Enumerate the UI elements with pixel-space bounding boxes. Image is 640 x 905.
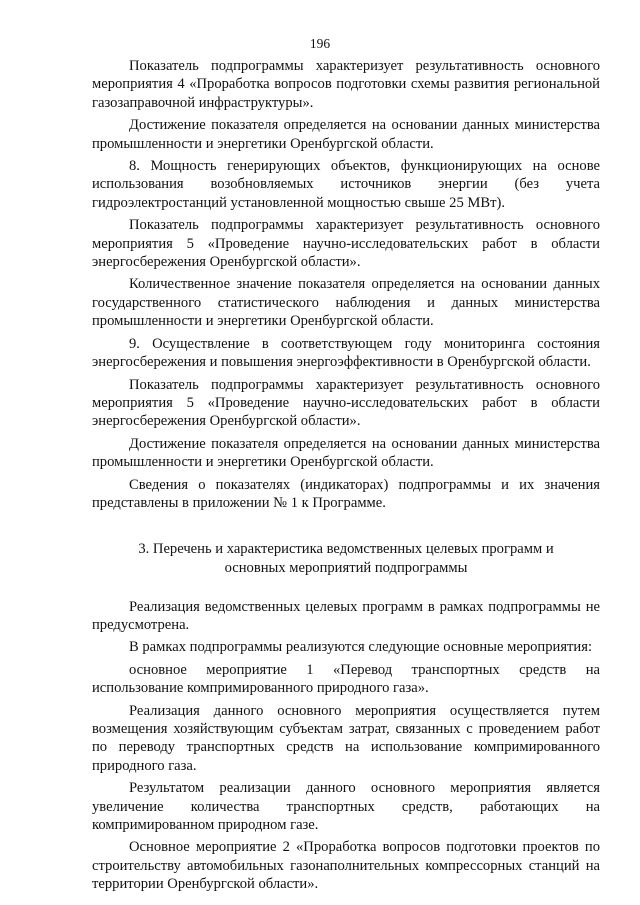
paragraph: Количественное значение показателя определяется на основании данных государственного статистического наблюдения и данных министерства промышленности и энергетики Оренбургской области. xyxy=(92,276,600,330)
paragraph: Сведения о показателях (индикаторах) подпрограммы и их значения представлены в приложении № 1 к Программе. xyxy=(92,476,600,511)
paragraph: Реализация ведомственных целевых программ в рамках подпрограммы не предусмотрена. xyxy=(92,598,600,633)
paragraph: Показатель подпрограммы характеризует результативность основного мероприятия 5 «Проведение научно-исследовательских работ в области энергосбережения Оренбургской области». xyxy=(92,217,600,271)
document-body xyxy=(92,57,600,894)
section-heading-line: основных мероприятий подпрограммы xyxy=(224,559,468,576)
paragraph: Показатель подпрограммы характеризует результативность основного мероприятия 4 «Проработка вопросов подготовки схемы развития региональной газозаправочной инфраструктуры». xyxy=(92,58,600,111)
paragraph: 8. Мощность генерирующих объектов, функционирующих на основе использования возобновляемых источников энергии (без учета гидроэлектростанций установленной мощностью свыше 25 МВт). xyxy=(92,158,600,211)
paragraph: Показатель подпрограммы характеризует результативность основного мероприятия 5 «Проведение научно-исследовательских работ в области энергосбережения Оренбургской области». xyxy=(92,376,600,430)
paragraph: Основное мероприятие 2 «Проработка вопросов подготовки проектов по строительству автомобильных газонаполнительных компрессорных станций на территории Оренбургской области». xyxy=(92,839,600,893)
paragraph: 9. Осуществление в соответствующем году мониторинга состояния энергосбережения и повышения энергоэффективности в Оренбургской области. xyxy=(92,335,600,371)
section-heading xyxy=(92,540,600,577)
paragraph: Достижение показателя определяется на основании данных министерства промышленности и энергетики Оренбургской области. xyxy=(92,435,600,471)
paragraph: Реализация данного основного мероприятия осуществляется путем возмещения хозяйствующим субъектам затрат, связанных с проведением работ по переводу транспортных средств на использование компримированного природного газа. xyxy=(92,702,600,774)
paragraph: основное мероприятие 1 «Перевод транспортных средств на использование компримированного природного газа». xyxy=(92,661,600,697)
paragraph: В рамках подпрограммы реализуются следующие основные мероприятия: xyxy=(129,639,593,656)
page-number: 196 xyxy=(309,36,331,51)
section-heading-line: 3. Перечень и характеристика ведомственных целевых программ и xyxy=(138,541,554,558)
paragraph: Достижение показателя определяется на основании данных министерства промышленности и энергетики Оренбургской области. xyxy=(92,117,600,152)
paragraph: Результатом реализации данного основного мероприятия является увеличение количества транспортных средств, работающих на компримированном природном газе. xyxy=(92,780,600,833)
